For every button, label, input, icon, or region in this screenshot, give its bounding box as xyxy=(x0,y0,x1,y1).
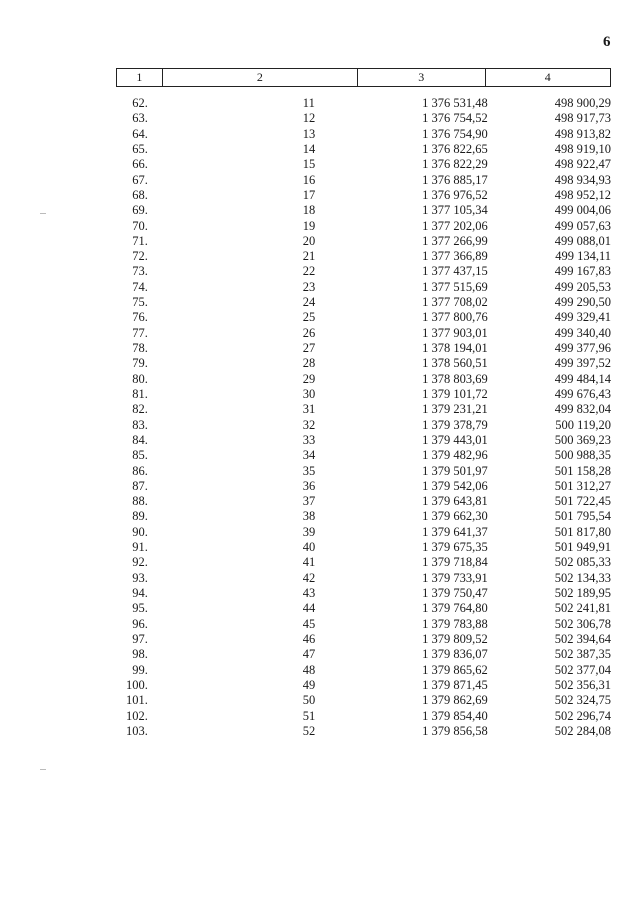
table-row xyxy=(116,356,611,371)
point-number-cell: 96. xyxy=(132,616,148,631)
point-number-cell: 103. xyxy=(125,723,148,738)
table-header xyxy=(116,68,611,87)
x-coordinate-cell: 1 379 856,58 xyxy=(422,723,488,738)
y-coordinate-cell: 499 290,50 xyxy=(554,295,611,310)
vertex-index-value: 13 xyxy=(302,126,316,141)
vertex-index-cell xyxy=(148,418,315,433)
vertex-index-cell xyxy=(148,157,315,172)
page-number: 6 xyxy=(603,34,611,50)
point-number-cell: 102. xyxy=(125,708,148,723)
vertex-index-value: 47 xyxy=(302,647,316,662)
point-number-cell: 97. xyxy=(132,631,148,646)
table-row xyxy=(116,111,611,126)
table-row xyxy=(116,234,611,249)
point-number-cell: 89. xyxy=(132,509,148,524)
vertex-index-cell xyxy=(148,142,315,157)
coordinate-table-body xyxy=(116,96,611,739)
vertex-index-value: 34 xyxy=(302,448,316,463)
vertex-index-cell xyxy=(148,173,315,188)
table-row xyxy=(116,525,611,540)
point-number-cell: 64. xyxy=(132,126,148,141)
point-number-cell: 88. xyxy=(132,494,148,509)
point-number-cell: 92. xyxy=(132,555,148,570)
table-row xyxy=(116,693,611,708)
vertex-index-cell xyxy=(148,617,315,632)
x-coordinate-cell: 1 377 105,34 xyxy=(422,203,488,218)
vertex-index-value: 40 xyxy=(302,540,316,555)
y-coordinate-cell: 498 900,29 xyxy=(554,96,611,110)
table-row xyxy=(116,632,611,647)
vertex-index-value: 39 xyxy=(302,524,316,539)
x-coordinate-cell: 1 379 733,91 xyxy=(422,570,488,585)
vertex-index-value: 15 xyxy=(302,157,316,172)
x-coordinate-cell: 1 376 754,52 xyxy=(422,111,488,126)
table-row xyxy=(116,280,611,295)
vertex-index-cell xyxy=(148,647,315,662)
point-number-cell: 70. xyxy=(132,218,148,233)
point-number-cell: 85. xyxy=(132,448,148,463)
vertex-index-value: 26 xyxy=(302,325,316,340)
table-row xyxy=(116,295,611,310)
table-row xyxy=(116,418,611,433)
x-coordinate-cell: 1 376 531,48 xyxy=(422,96,488,110)
x-coordinate-cell: 1 377 437,15 xyxy=(422,264,488,279)
vertex-index-value: 21 xyxy=(302,249,316,264)
vertex-index-cell xyxy=(148,356,315,371)
point-number-cell: 99. xyxy=(132,662,148,677)
x-coordinate-cell: 1 379 783,88 xyxy=(422,616,488,631)
table-row xyxy=(116,571,611,586)
vertex-index-value: 38 xyxy=(302,509,316,524)
vertex-index-value: 12 xyxy=(302,111,316,126)
vertex-index-value: 51 xyxy=(302,708,316,723)
vertex-index-value: 42 xyxy=(302,570,316,585)
vertex-index-value: 37 xyxy=(302,494,316,509)
x-coordinate-cell: 1 378 560,51 xyxy=(422,356,488,371)
y-coordinate-cell: 499 134,11 xyxy=(555,249,611,264)
x-coordinate-cell: 1 376 885,17 xyxy=(422,172,488,187)
x-coordinate-cell: 1 379 443,01 xyxy=(422,432,488,447)
point-number-cell: 98. xyxy=(132,647,148,662)
vertex-index-cell xyxy=(148,372,315,387)
vertex-index-cell xyxy=(148,678,315,693)
vertex-index-cell xyxy=(148,540,315,555)
vertex-index-value: 52 xyxy=(302,723,316,738)
table-row xyxy=(116,479,611,494)
point-number-cell: 82. xyxy=(132,402,148,417)
vertex-index-cell xyxy=(148,387,315,402)
point-number-cell: 94. xyxy=(132,586,148,600)
table-row xyxy=(116,188,611,203)
y-coordinate-cell: 499 167,83 xyxy=(554,264,611,279)
vertex-index-value: 44 xyxy=(302,601,316,616)
x-coordinate-cell: 1 379 862,69 xyxy=(422,693,488,708)
table-row xyxy=(116,341,611,356)
y-coordinate-cell: 499 088,01 xyxy=(554,233,611,248)
table-row xyxy=(116,96,611,111)
y-coordinate-cell: 501 312,27 xyxy=(554,478,611,493)
x-coordinate-cell: 1 377 708,02 xyxy=(422,295,488,310)
table-row xyxy=(116,678,611,693)
vertex-index-value: 20 xyxy=(302,233,316,248)
vertex-index-value: 32 xyxy=(302,417,316,432)
point-number-cell: 80. xyxy=(132,371,148,386)
vertex-index-cell xyxy=(148,663,315,678)
y-coordinate-cell: 502 387,35 xyxy=(554,647,611,662)
vertex-index-value: 41 xyxy=(302,555,316,570)
vertex-index-cell xyxy=(148,127,315,142)
table-row xyxy=(116,494,611,509)
x-coordinate-cell: 1 379 836,07 xyxy=(422,647,488,662)
x-coordinate-cell: 1 376 976,52 xyxy=(422,187,488,202)
vertex-index-cell xyxy=(148,203,315,218)
table-row xyxy=(116,663,611,678)
x-coordinate-cell: 1 376 822,65 xyxy=(422,141,488,156)
x-coordinate-cell: 1 379 871,45 xyxy=(422,677,488,692)
table-row xyxy=(116,142,611,157)
y-coordinate-cell: 499 484,14 xyxy=(554,371,611,386)
x-coordinate-cell: 1 377 366,89 xyxy=(422,249,488,264)
table-row xyxy=(116,157,611,172)
x-coordinate-cell: 1 376 822,29 xyxy=(422,157,488,172)
vertex-index-value: 31 xyxy=(302,402,316,417)
y-coordinate-cell: 499 329,41 xyxy=(554,310,611,325)
y-coordinate-cell: 499 832,04 xyxy=(554,402,611,417)
x-coordinate-cell: 1 379 231,21 xyxy=(422,402,488,417)
x-coordinate-cell: 1 379 764,80 xyxy=(422,601,488,616)
x-coordinate-cell: 1 378 803,69 xyxy=(422,371,488,386)
vertex-index-cell xyxy=(148,509,315,524)
x-coordinate-cell: 1 377 903,01 xyxy=(422,325,488,340)
x-coordinate-cell: 1 379 854,40 xyxy=(422,708,488,723)
vertex-index-cell xyxy=(148,632,315,647)
point-number-cell: 71. xyxy=(132,233,148,248)
vertex-index-value: 11 xyxy=(302,96,315,110)
y-coordinate-cell: 499 676,43 xyxy=(554,386,611,401)
y-coordinate-cell: 500 119,20 xyxy=(555,417,611,432)
y-coordinate-cell: 498 919,10 xyxy=(554,141,611,156)
x-coordinate-cell: 1 379 643,81 xyxy=(422,494,488,509)
vertex-index-value: 28 xyxy=(302,356,316,371)
vertex-index-cell xyxy=(148,188,315,203)
point-number-cell: 73. xyxy=(132,264,148,279)
vertex-index-value: 17 xyxy=(302,187,316,202)
y-coordinate-cell: 499 205,53 xyxy=(554,279,611,294)
y-coordinate-cell: 499 397,52 xyxy=(554,356,611,371)
margin-mark xyxy=(40,769,46,770)
point-number-cell: 68. xyxy=(132,187,148,202)
x-coordinate-cell: 1 379 865,62 xyxy=(422,662,488,677)
vertex-index-value: 33 xyxy=(302,432,316,447)
table-row xyxy=(116,509,611,524)
vertex-index-cell xyxy=(148,464,315,479)
table-row xyxy=(116,249,611,264)
table-row xyxy=(116,617,611,632)
point-number-cell: 81. xyxy=(132,386,148,401)
table-row xyxy=(116,203,611,218)
x-coordinate-cell: 1 379 482,96 xyxy=(422,448,488,463)
vertex-index-value: 50 xyxy=(302,693,316,708)
vertex-index-cell xyxy=(148,234,315,249)
vertex-index-cell xyxy=(148,448,315,463)
table-row xyxy=(116,433,611,448)
point-number-cell: 95. xyxy=(132,601,148,616)
vertex-index-cell xyxy=(148,525,315,540)
point-number-cell: 69. xyxy=(132,203,148,218)
x-coordinate-cell: 1 377 202,06 xyxy=(422,218,488,233)
vertex-index-cell xyxy=(148,326,315,341)
point-number-cell: 62. xyxy=(132,96,148,110)
vertex-index-cell xyxy=(148,709,315,724)
vertex-index-value: 27 xyxy=(302,341,316,355)
vertex-index-value: 48 xyxy=(302,662,316,677)
x-coordinate-cell: 1 379 378,79 xyxy=(422,417,488,432)
point-number-cell: 100. xyxy=(125,677,148,692)
vertex-index-value: 45 xyxy=(302,616,316,631)
vertex-index-cell xyxy=(148,264,315,279)
column-header-4: 4 xyxy=(544,70,551,84)
table-row xyxy=(116,326,611,341)
point-number-cell: 67. xyxy=(132,172,148,187)
x-coordinate-cell: 1 379 718,84 xyxy=(422,555,488,570)
point-number-cell: 74. xyxy=(132,279,148,294)
table-row xyxy=(116,555,611,570)
y-coordinate-cell: 502 189,95 xyxy=(554,586,611,600)
point-number-cell: 87. xyxy=(132,478,148,493)
table-row xyxy=(116,402,611,417)
point-number-cell: 75. xyxy=(132,295,148,310)
x-coordinate-cell: 1 379 641,37 xyxy=(422,524,488,539)
vertex-index-value: 30 xyxy=(302,386,316,401)
y-coordinate-cell: 502 284,08 xyxy=(554,723,611,738)
x-coordinate-cell: 1 379 501,97 xyxy=(422,463,488,478)
vertex-index-cell xyxy=(148,96,315,111)
column-header-3: 3 xyxy=(358,69,485,86)
vertex-index-value: 18 xyxy=(302,203,316,218)
y-coordinate-cell: 499 057,63 xyxy=(554,218,611,233)
y-coordinate-cell: 502 324,75 xyxy=(554,693,611,708)
point-number-cell: 86. xyxy=(132,463,148,478)
y-coordinate-cell: 501 722,45 xyxy=(554,494,611,509)
x-coordinate-cell: 1 379 542,06 xyxy=(422,478,488,493)
y-coordinate-cell: 502 356,31 xyxy=(554,677,611,692)
x-coordinate-cell: 1 379 809,52 xyxy=(422,631,488,646)
table-row xyxy=(116,310,611,325)
point-number-cell: 90. xyxy=(132,524,148,539)
table-row xyxy=(116,173,611,188)
x-coordinate-cell: 1 377 800,76 xyxy=(422,310,488,325)
x-coordinate-cell: 1 379 750,47 xyxy=(422,586,488,600)
vertex-index-cell xyxy=(148,433,315,448)
vertex-index-value: 49 xyxy=(302,677,316,692)
table-row xyxy=(116,372,611,387)
point-number-cell: 65. xyxy=(132,141,148,156)
y-coordinate-cell: 499 377,96 xyxy=(554,341,611,355)
y-coordinate-cell: 502 377,04 xyxy=(554,662,611,677)
vertex-index-cell xyxy=(148,586,315,601)
vertex-index-value: 23 xyxy=(302,279,316,294)
x-coordinate-cell: 1 377 266,99 xyxy=(422,233,488,248)
vertex-index-cell xyxy=(148,295,315,310)
y-coordinate-cell: 502 394,64 xyxy=(554,631,611,646)
vertex-index-value: 14 xyxy=(302,141,316,156)
column-header-1: 1 xyxy=(117,69,163,86)
point-number-cell: 77. xyxy=(132,325,148,340)
table-row xyxy=(116,219,611,234)
vertex-index-cell xyxy=(148,601,315,616)
x-coordinate-cell: 1 377 515,69 xyxy=(422,279,488,294)
vertex-index-cell xyxy=(148,402,315,417)
point-number-cell: 66. xyxy=(132,157,148,172)
y-coordinate-cell: 502 241,81 xyxy=(554,601,611,616)
vertex-index-value: 22 xyxy=(302,264,316,279)
table-row xyxy=(116,387,611,402)
vertex-index-value: 36 xyxy=(302,478,316,493)
x-coordinate-cell: 1 376 754,90 xyxy=(422,126,488,141)
y-coordinate-cell: 502 085,33 xyxy=(554,555,611,570)
y-coordinate-cell: 498 913,82 xyxy=(554,126,611,141)
y-coordinate-cell: 498 934,93 xyxy=(554,172,611,187)
vertex-index-cell xyxy=(148,479,315,494)
table-row xyxy=(116,540,611,555)
point-number-cell: 63. xyxy=(132,111,148,126)
vertex-index-cell xyxy=(148,111,315,126)
table-row xyxy=(116,127,611,142)
y-coordinate-cell: 501 817,80 xyxy=(554,524,611,539)
table-row xyxy=(116,601,611,616)
vertex-index-value: 19 xyxy=(302,218,316,233)
vertex-index-value: 25 xyxy=(302,310,316,325)
point-number-cell: 83. xyxy=(132,417,148,432)
vertex-index-value: 16 xyxy=(302,172,316,187)
x-coordinate-cell: 1 379 101,72 xyxy=(422,386,488,401)
y-coordinate-cell: 499 340,40 xyxy=(554,325,611,340)
point-number-cell: 91. xyxy=(132,540,148,555)
y-coordinate-cell: 498 952,12 xyxy=(554,187,611,202)
margin-mark xyxy=(40,213,46,214)
table-row xyxy=(116,448,611,463)
vertex-index-cell xyxy=(148,571,315,586)
y-coordinate-cell: 501 795,54 xyxy=(554,509,611,524)
vertex-index-cell xyxy=(148,693,315,708)
vertex-index-cell xyxy=(148,219,315,234)
y-coordinate-cell: 502 306,78 xyxy=(554,616,611,631)
table-row xyxy=(116,586,611,601)
vertex-index-value: 46 xyxy=(302,631,316,646)
y-coordinate-cell: 498 917,73 xyxy=(554,111,611,126)
y-coordinate-cell: 502 296,74 xyxy=(554,708,611,723)
table-row xyxy=(116,464,611,479)
point-number-cell: 79. xyxy=(132,356,148,371)
y-coordinate-cell: 500 988,35 xyxy=(554,448,611,463)
vertex-index-cell xyxy=(148,724,315,739)
table-row xyxy=(116,709,611,724)
x-coordinate-cell: 1 379 662,30 xyxy=(422,509,488,524)
table-row xyxy=(116,264,611,279)
point-number-cell: 78. xyxy=(132,341,148,355)
column-header-2: 2 xyxy=(163,69,358,86)
y-coordinate-cell: 500 369,23 xyxy=(554,432,611,447)
vertex-index-cell xyxy=(148,280,315,295)
x-coordinate-cell: 1 379 675,35 xyxy=(422,540,488,555)
vertex-index-value: 24 xyxy=(302,295,316,310)
vertex-index-cell xyxy=(148,341,315,356)
table-row xyxy=(116,724,611,739)
vertex-index-cell xyxy=(148,494,315,509)
vertex-index-cell xyxy=(148,310,315,325)
point-number-cell: 72. xyxy=(132,249,148,264)
vertex-index-cell xyxy=(148,555,315,570)
table-row xyxy=(116,647,611,662)
point-number-cell: 84. xyxy=(132,432,148,447)
y-coordinate-cell: 499 004,06 xyxy=(554,203,611,218)
y-coordinate-cell: 501 949,91 xyxy=(554,540,611,555)
vertex-index-value: 43 xyxy=(302,586,316,600)
point-number-cell: 101. xyxy=(125,693,148,708)
vertex-index-value: 35 xyxy=(302,463,316,478)
vertex-index-cell xyxy=(148,249,315,264)
point-number-cell: 76. xyxy=(132,310,148,325)
point-number-cell: 93. xyxy=(132,570,148,585)
y-coordinate-cell: 501 158,28 xyxy=(554,463,611,478)
y-coordinate-cell: 502 134,33 xyxy=(554,570,611,585)
x-coordinate-cell: 1 378 194,01 xyxy=(422,341,488,355)
y-coordinate-cell: 498 922,47 xyxy=(554,157,611,172)
vertex-index-value: 29 xyxy=(302,371,316,386)
